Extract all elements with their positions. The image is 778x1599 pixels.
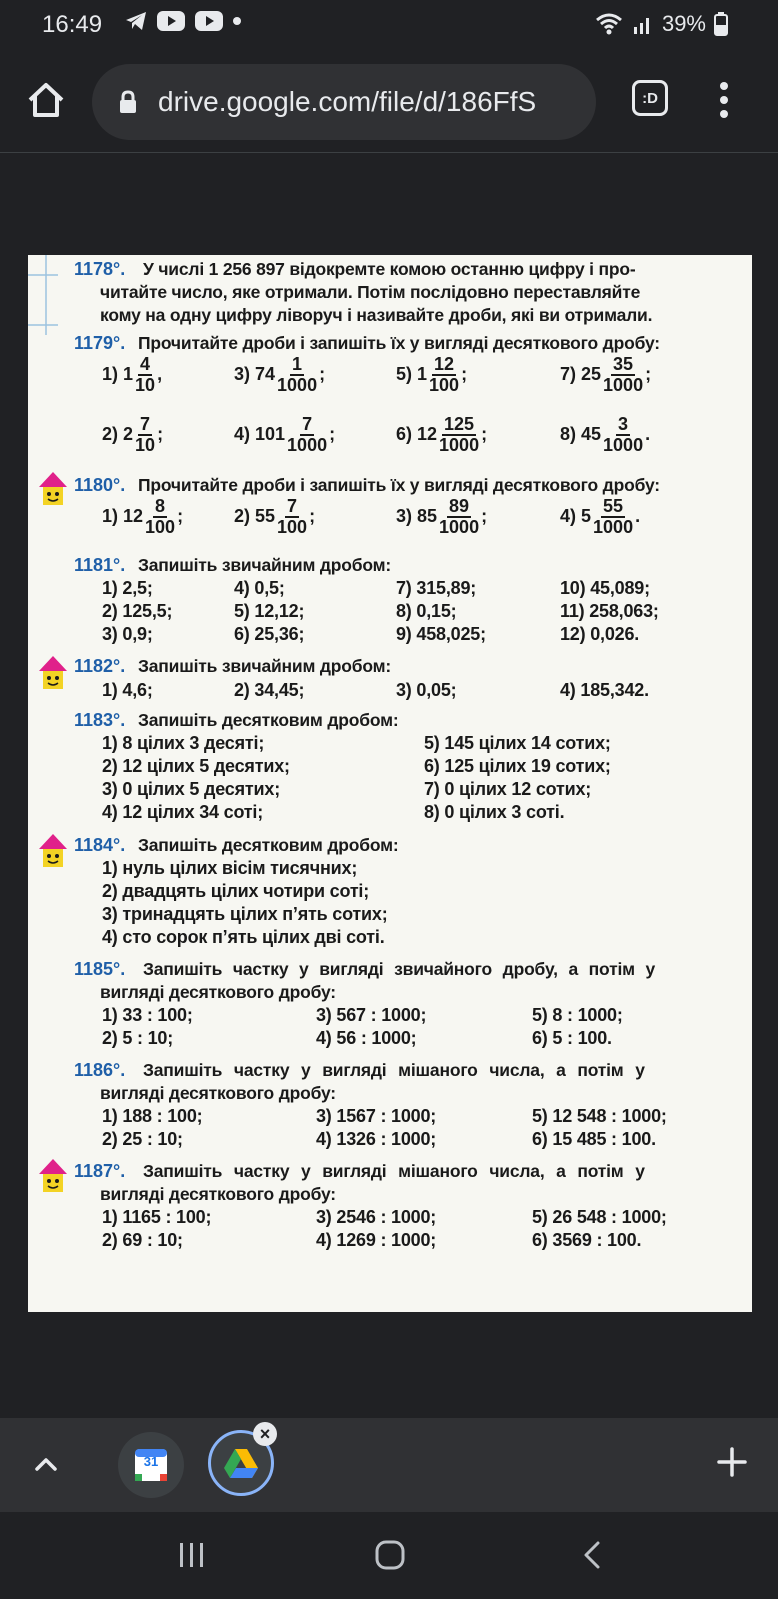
exercise-number: 1179°. (74, 333, 126, 353)
exercise-text: У числі 1 256 897 відокремте комою останню цифру і про- (143, 259, 636, 279)
exercise-number: 1183°. (74, 710, 126, 730)
task-item: 9) 458,025; (396, 624, 486, 644)
home-nav-icon[interactable] (374, 1540, 406, 1570)
exercise-text: Запишіть звичайним дробом: (138, 656, 391, 676)
exercise-text: Запишіть частку у вигляді звичайного дробу, а потім у (143, 959, 656, 979)
task-item: 6) 125 цілих 19 сотих; (424, 756, 611, 776)
home-task-icon (38, 1158, 68, 1194)
exercise-text: вигляді десяткового дробу: (100, 982, 336, 1002)
task-item: 3) 567 : 1000; (316, 1005, 427, 1025)
task-item: 6) 15 485 : 100. (532, 1129, 656, 1149)
task-item: 2) 125,5; (102, 601, 173, 621)
document-page[interactable] (28, 255, 752, 1312)
task-item: 2) 25 : 10; (102, 1129, 183, 1149)
exercise-text: Прочитайте дроби і запишіть їх у вигляді десяткового дробу: (138, 475, 660, 495)
task-item: 1) 4,6; (102, 680, 153, 700)
task-item: 1) 1165 : 100; (102, 1207, 212, 1227)
address-bar[interactable] (92, 64, 596, 140)
task-item: 5) 145 цілих 14 сотих; (424, 733, 611, 753)
fraction-item: 3) 85 $\frac{89}{1000}$ ; (396, 496, 488, 537)
exercise-text: Запишіть частку у вигляді мішаного числа, а потім у (143, 1161, 645, 1181)
task-item: 2) 34,45; (234, 680, 305, 700)
task-item: 1) 8 цілих 3 десяті; (102, 733, 265, 753)
exercise-text: Прочитайте дроби і запишіть їх у вигляді десяткового дробу: (138, 333, 660, 353)
task-item: 7) 0 цілих 12 сотих; (424, 779, 592, 799)
telegram-icon (124, 10, 148, 32)
status-bar (0, 0, 778, 52)
task-item: 7) 315,89; (396, 578, 477, 598)
task-item: 2) 5 : 10; (102, 1028, 174, 1048)
battery-level: 39% (661, 11, 706, 36)
fraction-item: 4) 5 $\frac{55}{1000}$ . (560, 496, 641, 537)
browser-toolbar (0, 52, 778, 152)
dot-icon (232, 16, 242, 26)
task-item: 12) 0,026. (560, 624, 640, 644)
fraction-item: 3) 74 $\frac{1}{1000}$ ; (234, 354, 326, 395)
task-item: 1) нуль цілих вісім тисячних; (102, 858, 358, 878)
task-item: 4) 12 цілих 34 соті; (102, 802, 263, 822)
task-item: 2) 69 : 10; (102, 1230, 183, 1250)
page-margin-lines (28, 255, 68, 335)
exercise-number: 1187°. (74, 1161, 126, 1181)
task-item: 8) 0 цілих 3 соті. (424, 802, 565, 822)
task-item: 3) 1567 : 1000; (316, 1106, 437, 1126)
task-item: 11) 258,063; (560, 601, 659, 621)
task-item: 3) тринадцять цілих п’ять сотих; (102, 904, 388, 924)
exercise-number: 1182°. (74, 656, 126, 676)
exercise-text: вигляді десяткового дробу: (100, 1184, 336, 1204)
task-item: 8) 0,15; (396, 601, 457, 621)
task-item: 10) 45,089; (560, 578, 650, 598)
exercise-text: Запишіть десятковим дробом: (138, 710, 399, 730)
exercise-text: вигляді десяткового дробу: (100, 1083, 336, 1103)
task-item: 6) 3569 : 100. (532, 1230, 642, 1250)
home-task-icon (38, 471, 68, 507)
exercise-number: 1185°. (74, 959, 126, 979)
calendar-app-button[interactable] (118, 1432, 184, 1498)
task-item: 3) 2546 : 1000; (316, 1207, 437, 1227)
task-item: 4) 56 : 1000; (316, 1028, 417, 1048)
exercise-number: 1186°. (74, 1060, 126, 1080)
plus-icon[interactable] (714, 1444, 750, 1480)
task-item: 4) 0,5; (234, 578, 285, 598)
tab-switcher-button[interactable]: :D (632, 80, 668, 116)
exercise-text: Запишіть десятковим дробом: (138, 835, 399, 855)
chevron-up-icon[interactable] (30, 1448, 62, 1480)
battery-icon (714, 12, 728, 36)
recent-apps-icon[interactable] (176, 1540, 208, 1570)
fraction-item: 2) 2 $\frac{7}{10}$ ; (102, 414, 164, 455)
system-icons (594, 11, 728, 37)
app-shelf (0, 1418, 778, 1512)
home-task-icon (38, 655, 68, 691)
more-vert-icon[interactable] (712, 78, 736, 122)
task-item: 4) 1326 : 1000; (316, 1129, 437, 1149)
exercise-number: 1184°. (74, 835, 126, 855)
task-item: 6) 5 : 100. (532, 1028, 612, 1048)
task-item: 2) двадцять цілих чотири соті; (102, 881, 370, 901)
fraction-item: 5) 1 $\frac{12}{100}$ ; (396, 354, 468, 395)
task-item: 2) 12 цілих 5 десятих; (102, 756, 290, 776)
back-icon[interactable] (580, 1540, 604, 1570)
exercise-text: Запишіть звичайним дробом: (138, 555, 391, 575)
clock: 16:49 (42, 11, 103, 38)
task-item: 4) 1269 : 1000; (316, 1230, 437, 1250)
fraction-item: 1) 12 $\frac{8}{100}$ ; (102, 496, 184, 537)
exercise-number: 1178°. (74, 259, 126, 279)
google-drive-icon (223, 1447, 259, 1479)
youtube-icon-2 (194, 10, 224, 32)
toolbar-divider (0, 152, 778, 153)
fraction-item: 7) 25 $\frac{35}{1000}$ ; (560, 354, 652, 395)
notification-icons (124, 10, 242, 32)
task-item: 5) 12,12; (234, 601, 305, 621)
task-item: 4) сто сорок п’ять цілих дві соті. (102, 927, 385, 947)
task-item: 1) 33 : 100; (102, 1005, 193, 1025)
close-icon[interactable]: × (253, 1422, 277, 1446)
task-item: 3) 0,05; (396, 680, 457, 700)
youtube-icon (156, 10, 186, 32)
task-item: 6) 25,36; (234, 624, 305, 644)
fraction-item: 2) 55 $\frac{7}{100}$ ; (234, 496, 316, 537)
fraction-item: 4) 101 $\frac{7}{1000}$ ; (234, 414, 336, 455)
home-task-icon (38, 833, 68, 869)
task-item: 5) 26 548 : 1000; (532, 1207, 667, 1227)
task-item: 1) 188 : 100; (102, 1106, 203, 1126)
fraction-item: 6) 12 $\frac{125}{1000}$ ; (396, 414, 488, 455)
signal-icon (632, 13, 654, 35)
task-item: 5) 8 : 1000; (532, 1005, 623, 1025)
calendar-day: 31 (143, 1454, 159, 1469)
home-icon[interactable] (24, 78, 68, 122)
wifi-icon (594, 12, 624, 36)
system-navigation-bar (0, 1512, 778, 1599)
task-item: 4) 185,342. (560, 680, 649, 700)
exercise-text: читайте число, яке отримали. Потім послідовно переставляйте (100, 282, 641, 302)
exercise-text: кому на одну цифру ліворуч і називайте дроби, які ви отримали. (100, 305, 653, 325)
exercise-number: 1181°. (74, 555, 126, 575)
lock-icon (118, 90, 138, 114)
exercise-text: Запишіть частку у вигляді мішаного числа, а потім у (143, 1060, 645, 1080)
task-item: 3) 0,9; (102, 624, 153, 644)
task-item: 1) 2,5; (102, 578, 153, 598)
fraction-item: 1) 1 $\frac{4}{10}$ , (102, 354, 163, 395)
task-item: 5) 12 548 : 1000; (532, 1106, 667, 1126)
exercise-number: 1180°. (74, 475, 126, 495)
task-item: 3) 0 цілих 5 десятих; (102, 779, 281, 799)
url-text: drive.google.com/file/d/186FfS (158, 86, 537, 117)
fraction-item: 8) 45 $\frac{3}{1000}$ . (560, 414, 651, 455)
